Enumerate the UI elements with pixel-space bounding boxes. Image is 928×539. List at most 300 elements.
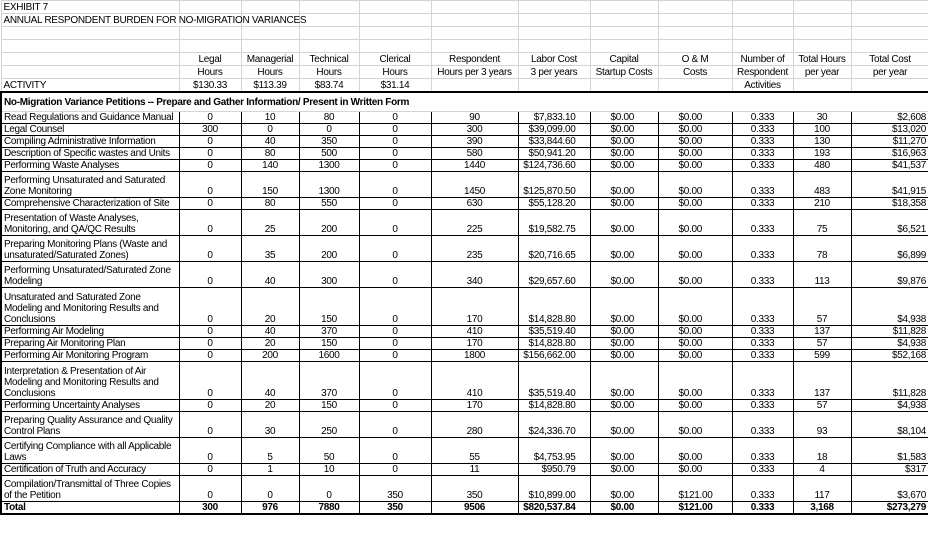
header-cell: Number of xyxy=(732,53,793,66)
header-cell xyxy=(1,53,179,66)
header-cell: Hours xyxy=(359,66,431,79)
value-cell: 370 xyxy=(299,326,359,338)
value-cell: $29,657.60 xyxy=(518,262,590,288)
value-cell: 35 xyxy=(241,236,299,262)
value-cell: $14,828.80 xyxy=(518,400,590,412)
table-row xyxy=(1,326,928,338)
value-cell: 0.333 xyxy=(732,160,793,172)
table-row xyxy=(1,148,928,160)
value-cell: $4,938 xyxy=(851,288,928,326)
table-row xyxy=(1,464,928,476)
value-cell: 350 xyxy=(299,136,359,148)
activity-cell: Compiling Administrative Information xyxy=(1,136,179,148)
activity-cell: Performing Unsaturated and Saturated Zone Monitoring xyxy=(1,172,179,198)
value-cell: $0.00 xyxy=(658,362,732,400)
header-cell: 3 per years xyxy=(518,66,590,79)
value-cell: 25 xyxy=(241,210,299,236)
value-cell: $156,662.00 xyxy=(518,350,590,362)
value-cell: 0 xyxy=(179,464,241,476)
total-value-cell: $820,537.84 xyxy=(518,502,590,515)
value-cell: $35,519.40 xyxy=(518,362,590,400)
value-cell: $11,828 xyxy=(851,362,928,400)
activity-cell: Compilation/Transmittal of Three Copies of the Petition xyxy=(1,476,179,502)
table-row xyxy=(1,262,928,288)
header-cell: Respondent xyxy=(732,66,793,79)
value-cell: $125,870.50 xyxy=(518,172,590,198)
value-cell: 150 xyxy=(299,338,359,350)
value-cell: $50,941.20 xyxy=(518,148,590,160)
activity-cell: Performing Unsaturated/Saturated Zone Modeling xyxy=(1,262,179,288)
value-cell: $0.00 xyxy=(658,464,732,476)
header-cell: Hours xyxy=(299,66,359,79)
header-cell: Activities xyxy=(732,79,793,93)
value-cell: $124,736.60 xyxy=(518,160,590,172)
value-cell: 40 xyxy=(241,136,299,148)
value-cell: 0.333 xyxy=(732,262,793,288)
value-cell: 90 xyxy=(431,112,518,124)
value-cell: $0.00 xyxy=(658,412,732,438)
value-cell: $24,336.70 xyxy=(518,412,590,438)
value-cell: $14,828.80 xyxy=(518,338,590,350)
value-cell: 0.333 xyxy=(732,338,793,350)
activity-cell: Interpretation & Presentation of Air Modeling and Monitoring Results and Conclusions xyxy=(1,362,179,400)
value-cell: $1,583 xyxy=(851,438,928,464)
rate-clerical: $31.14 xyxy=(359,79,431,93)
value-cell: $19,582.75 xyxy=(518,210,590,236)
value-cell: 80 xyxy=(299,112,359,124)
value-cell: 390 xyxy=(431,136,518,148)
table-row xyxy=(1,124,928,136)
value-cell: 117 xyxy=(793,476,851,502)
table-row xyxy=(1,362,928,400)
value-cell: 50 xyxy=(299,438,359,464)
value-cell: 20 xyxy=(241,288,299,326)
value-cell: 30 xyxy=(241,412,299,438)
table-row xyxy=(1,210,928,236)
header-cell: Costs xyxy=(658,66,732,79)
value-cell: $0.00 xyxy=(658,112,732,124)
value-cell: $0.00 xyxy=(658,148,732,160)
total-value-cell: 3,168 xyxy=(793,502,851,515)
value-cell: 57 xyxy=(793,288,851,326)
value-cell: $0.00 xyxy=(658,438,732,464)
value-cell: 0 xyxy=(359,438,431,464)
value-cell: $0.00 xyxy=(658,262,732,288)
header-cell: Hours per 3 years xyxy=(431,66,518,79)
page-title: ANNUAL RESPONDENT BURDEN FOR NO-MIGRATION VARIANCES xyxy=(1,14,241,27)
exhibit-label: EXHIBIT 7 xyxy=(1,1,179,14)
value-cell: 0 xyxy=(359,172,431,198)
value-cell: $52,168 xyxy=(851,350,928,362)
activity-cell: Performing Uncertainty Analyses xyxy=(1,400,179,412)
value-cell: 0 xyxy=(179,350,241,362)
value-cell: $20,716.65 xyxy=(518,236,590,262)
value-cell: 0 xyxy=(299,124,359,136)
value-cell: $6,899 xyxy=(851,236,928,262)
value-cell: 75 xyxy=(793,210,851,236)
total-value-cell: 0.333 xyxy=(732,502,793,515)
value-cell: 1600 xyxy=(299,350,359,362)
value-cell: 210 xyxy=(793,198,851,210)
value-cell: 140 xyxy=(241,160,299,172)
value-cell: $0.00 xyxy=(590,350,658,362)
value-cell: 0 xyxy=(179,362,241,400)
total-value-cell: $273,279 xyxy=(851,502,928,515)
value-cell: 0 xyxy=(179,476,241,502)
activity-cell: Read Regulations and Guidance Manual xyxy=(1,112,179,124)
value-cell: $11,828 xyxy=(851,326,928,338)
value-cell: $0.00 xyxy=(590,400,658,412)
value-cell: 0 xyxy=(359,362,431,400)
value-cell: 20 xyxy=(241,338,299,350)
total-value-cell: $0.00 xyxy=(590,502,658,515)
value-cell: 4 xyxy=(793,464,851,476)
value-cell: $0.00 xyxy=(658,198,732,210)
table-row xyxy=(1,198,928,210)
value-cell: 0 xyxy=(179,112,241,124)
activity-cell: Certifying Compliance with all Applicable Laws xyxy=(1,438,179,464)
activity-cell: Legal Counsel xyxy=(1,124,179,136)
exhibit-row xyxy=(1,1,928,14)
value-cell: $3,670 xyxy=(851,476,928,502)
header-cell: Respondent xyxy=(431,53,518,66)
value-cell: $0.00 xyxy=(590,288,658,326)
value-cell: 0.333 xyxy=(732,350,793,362)
value-cell: $4,938 xyxy=(851,400,928,412)
value-cell: $0.00 xyxy=(590,412,658,438)
value-cell: 0.333 xyxy=(732,400,793,412)
value-cell: 0 xyxy=(179,160,241,172)
value-cell: 80 xyxy=(241,198,299,210)
value-cell: 137 xyxy=(793,362,851,400)
section-row xyxy=(1,92,928,112)
value-cell: 0 xyxy=(299,476,359,502)
value-cell: $0.00 xyxy=(590,210,658,236)
title-row xyxy=(1,14,928,27)
value-cell: 0 xyxy=(241,124,299,136)
value-cell: 5 xyxy=(241,438,299,464)
value-cell: $0.00 xyxy=(658,172,732,198)
value-cell: $121.00 xyxy=(658,476,732,502)
value-cell: 0 xyxy=(179,338,241,350)
value-cell: $4,938 xyxy=(851,338,928,350)
table-row xyxy=(1,136,928,148)
total-value-cell: 7880 xyxy=(299,502,359,515)
value-cell: 57 xyxy=(793,338,851,350)
value-cell: 483 xyxy=(793,172,851,198)
rate-managerial: $113.39 xyxy=(241,79,299,93)
header-cell: per year xyxy=(851,66,928,79)
table-row xyxy=(1,236,928,262)
header-row-3 xyxy=(1,79,928,93)
activity-cell: Presentation of Waste Analyses, Monitoring, and QA/QC Results xyxy=(1,210,179,236)
value-cell: 0 xyxy=(179,136,241,148)
header-cell: Total Cost xyxy=(851,53,928,66)
value-cell: $0.00 xyxy=(658,160,732,172)
activity-cell: Preparing Monitoring Plans (Waste and unsaturated/Saturated Zones) xyxy=(1,236,179,262)
value-cell: 0 xyxy=(359,198,431,210)
value-cell: 350 xyxy=(359,476,431,502)
value-cell: $0.00 xyxy=(590,198,658,210)
activity-cell: Unsaturated and Saturated Zone Modeling and Monitoring Results and Conclusions xyxy=(1,288,179,326)
value-cell: 0 xyxy=(179,288,241,326)
value-cell: 170 xyxy=(431,338,518,350)
value-cell: $0.00 xyxy=(590,262,658,288)
value-cell: 200 xyxy=(299,210,359,236)
rate-legal: $130.33 xyxy=(179,79,241,93)
header-row-2 xyxy=(1,66,928,79)
table-row xyxy=(1,400,928,412)
total-value-cell: $121.00 xyxy=(658,502,732,515)
value-cell: 40 xyxy=(241,262,299,288)
value-cell: 0 xyxy=(359,124,431,136)
table-row xyxy=(1,288,928,326)
value-cell: $35,519.40 xyxy=(518,326,590,338)
activity-cell: Performing Waste Analyses xyxy=(1,160,179,172)
value-cell: 40 xyxy=(241,326,299,338)
value-cell: $9,876 xyxy=(851,262,928,288)
value-cell: $0.00 xyxy=(658,210,732,236)
value-cell: 0 xyxy=(359,136,431,148)
activity-cell: Performing Air Modeling xyxy=(1,326,179,338)
value-cell: 193 xyxy=(793,148,851,160)
value-cell: $0.00 xyxy=(658,400,732,412)
value-cell: 100 xyxy=(793,124,851,136)
value-cell: 18 xyxy=(793,438,851,464)
value-cell: 0 xyxy=(359,350,431,362)
value-cell: 150 xyxy=(299,400,359,412)
value-cell: 0 xyxy=(359,326,431,338)
value-cell: 0 xyxy=(359,288,431,326)
value-cell: $0.00 xyxy=(658,288,732,326)
table-row xyxy=(1,412,928,438)
value-cell: 10 xyxy=(299,464,359,476)
table-row xyxy=(1,476,928,502)
value-cell: 170 xyxy=(431,400,518,412)
value-cell: 0 xyxy=(241,476,299,502)
total-value-cell: 300 xyxy=(179,502,241,515)
value-cell: 0.333 xyxy=(732,326,793,338)
value-cell: 0 xyxy=(179,236,241,262)
value-cell: 0 xyxy=(179,412,241,438)
value-cell: 550 xyxy=(299,198,359,210)
value-cell: 0.333 xyxy=(732,124,793,136)
value-cell: $13,020 xyxy=(851,124,928,136)
header-cell xyxy=(1,66,179,79)
value-cell: 93 xyxy=(793,412,851,438)
value-cell: 30 xyxy=(793,112,851,124)
value-cell: $0.00 xyxy=(658,326,732,338)
header-cell: Startup Costs xyxy=(590,66,658,79)
value-cell: 410 xyxy=(431,326,518,338)
value-cell: $0.00 xyxy=(590,476,658,502)
value-cell: 300 xyxy=(299,262,359,288)
value-cell: $0.00 xyxy=(590,236,658,262)
value-cell: 57 xyxy=(793,400,851,412)
value-cell: 0.333 xyxy=(732,438,793,464)
value-cell: 370 xyxy=(299,362,359,400)
header-cell: Labor Cost xyxy=(518,53,590,66)
value-cell: 630 xyxy=(431,198,518,210)
activity-cell: Description of Specific wastes and Units xyxy=(1,148,179,160)
header-cell: Hours xyxy=(179,66,241,79)
value-cell: 0 xyxy=(359,464,431,476)
value-cell: $0.00 xyxy=(590,172,658,198)
value-cell: 0.333 xyxy=(732,362,793,400)
header-cell: Technical xyxy=(299,53,359,66)
total-value-cell: 976 xyxy=(241,502,299,515)
value-cell: $6,521 xyxy=(851,210,928,236)
value-cell: 0 xyxy=(179,198,241,210)
value-cell: $7,833.10 xyxy=(518,112,590,124)
value-cell: 0.333 xyxy=(732,112,793,124)
value-cell: 280 xyxy=(431,412,518,438)
value-cell: $0.00 xyxy=(590,136,658,148)
table-row xyxy=(1,350,928,362)
value-cell: 0.333 xyxy=(732,476,793,502)
value-cell: 170 xyxy=(431,288,518,326)
value-cell: $0.00 xyxy=(658,124,732,136)
value-cell: $11,270 xyxy=(851,136,928,148)
value-cell: 0.333 xyxy=(732,412,793,438)
value-cell: 150 xyxy=(241,172,299,198)
value-cell: 0.333 xyxy=(732,464,793,476)
table-row xyxy=(1,112,928,124)
section-title: No-Migration Variance Petitions -- Prepare and Gather Information/ Present in Written Form xyxy=(1,92,928,112)
value-cell: $10,899.00 xyxy=(518,476,590,502)
value-cell: 0 xyxy=(179,172,241,198)
value-cell: 0.333 xyxy=(732,148,793,160)
table-row xyxy=(1,438,928,464)
activity-cell: Preparing Quality Assurance and Quality Control Plans xyxy=(1,412,179,438)
value-cell: 0 xyxy=(359,412,431,438)
table-row xyxy=(1,160,928,172)
value-cell: 1 xyxy=(241,464,299,476)
value-cell: $16,963 xyxy=(851,148,928,160)
value-cell: 580 xyxy=(431,148,518,160)
value-cell: 150 xyxy=(299,288,359,326)
activity-cell: Comprehensive Characterization of Site xyxy=(1,198,179,210)
value-cell: 0.333 xyxy=(732,198,793,210)
total-row xyxy=(1,502,928,515)
value-cell: $0.00 xyxy=(658,350,732,362)
value-cell: 1440 xyxy=(431,160,518,172)
activity-cell: Certification of Truth and Accuracy xyxy=(1,464,179,476)
value-cell: 137 xyxy=(793,326,851,338)
value-cell: 350 xyxy=(431,476,518,502)
total-value-cell: 350 xyxy=(359,502,431,515)
value-cell: 480 xyxy=(793,160,851,172)
value-cell: $0.00 xyxy=(590,124,658,136)
value-cell: $0.00 xyxy=(590,362,658,400)
rate-technical: $83.74 xyxy=(299,79,359,93)
value-cell: $14,828.80 xyxy=(518,288,590,326)
activity-header: ACTIVITY xyxy=(1,79,179,93)
value-cell: 410 xyxy=(431,362,518,400)
value-cell: $0.00 xyxy=(658,338,732,350)
value-cell: $0.00 xyxy=(590,326,658,338)
value-cell: 0 xyxy=(179,262,241,288)
value-cell: 340 xyxy=(431,262,518,288)
header-row-1 xyxy=(1,53,928,66)
value-cell: 300 xyxy=(431,124,518,136)
value-cell: 200 xyxy=(299,236,359,262)
total-value-cell: 9506 xyxy=(431,502,518,515)
value-cell: $0.00 xyxy=(590,148,658,160)
value-cell: 235 xyxy=(431,236,518,262)
value-cell: 1800 xyxy=(431,350,518,362)
table-row xyxy=(1,172,928,198)
value-cell: $0.00 xyxy=(590,464,658,476)
value-cell: $33,844.60 xyxy=(518,136,590,148)
header-cell: Total Hours xyxy=(793,53,851,66)
value-cell: $39,099.00 xyxy=(518,124,590,136)
value-cell: 0 xyxy=(179,400,241,412)
value-cell: $0.00 xyxy=(590,160,658,172)
value-cell: 40 xyxy=(241,362,299,400)
value-cell: 0 xyxy=(179,326,241,338)
value-cell: 0.333 xyxy=(732,172,793,198)
value-cell: 0 xyxy=(359,210,431,236)
value-cell: $41,915 xyxy=(851,172,928,198)
value-cell: $2,608 xyxy=(851,112,928,124)
value-cell: $0.00 xyxy=(590,338,658,350)
value-cell: 0 xyxy=(179,148,241,160)
value-cell: 0 xyxy=(179,438,241,464)
value-cell: 0 xyxy=(359,338,431,350)
value-cell: $317 xyxy=(851,464,928,476)
value-cell: 250 xyxy=(299,412,359,438)
value-cell: $18,358 xyxy=(851,198,928,210)
value-cell: $41,537 xyxy=(851,160,928,172)
value-cell: 80 xyxy=(241,148,299,160)
value-cell: 0 xyxy=(359,400,431,412)
activity-cell: Preparing Air Monitoring Plan xyxy=(1,338,179,350)
value-cell: $0.00 xyxy=(590,112,658,124)
activity-cell: Performing Air Monitoring Program xyxy=(1,350,179,362)
value-cell: $0.00 xyxy=(658,236,732,262)
value-cell: 130 xyxy=(793,136,851,148)
value-cell: $4,753.95 xyxy=(518,438,590,464)
value-cell: 10 xyxy=(241,112,299,124)
value-cell: 1300 xyxy=(299,160,359,172)
value-cell: $0.00 xyxy=(590,438,658,464)
value-cell: 0 xyxy=(359,112,431,124)
value-cell: 55 xyxy=(431,438,518,464)
value-cell: 1450 xyxy=(431,172,518,198)
value-cell: 500 xyxy=(299,148,359,160)
header-cell: Legal xyxy=(179,53,241,66)
value-cell: 200 xyxy=(241,350,299,362)
value-cell: 113 xyxy=(793,262,851,288)
value-cell: $55,128.20 xyxy=(518,198,590,210)
value-cell: $8,104 xyxy=(851,412,928,438)
value-cell: $950.79 xyxy=(518,464,590,476)
value-cell: 0 xyxy=(359,160,431,172)
value-cell: 0 xyxy=(359,236,431,262)
header-cell: Managerial xyxy=(241,53,299,66)
value-cell: 300 xyxy=(179,124,241,136)
value-cell: 599 xyxy=(793,350,851,362)
value-cell: 0 xyxy=(179,210,241,236)
value-cell: 20 xyxy=(241,400,299,412)
value-cell: 78 xyxy=(793,236,851,262)
table-row xyxy=(1,338,928,350)
header-cell: Clerical xyxy=(359,53,431,66)
value-cell: 0.333 xyxy=(732,288,793,326)
value-cell: 1300 xyxy=(299,172,359,198)
total-label: Total xyxy=(1,502,179,515)
